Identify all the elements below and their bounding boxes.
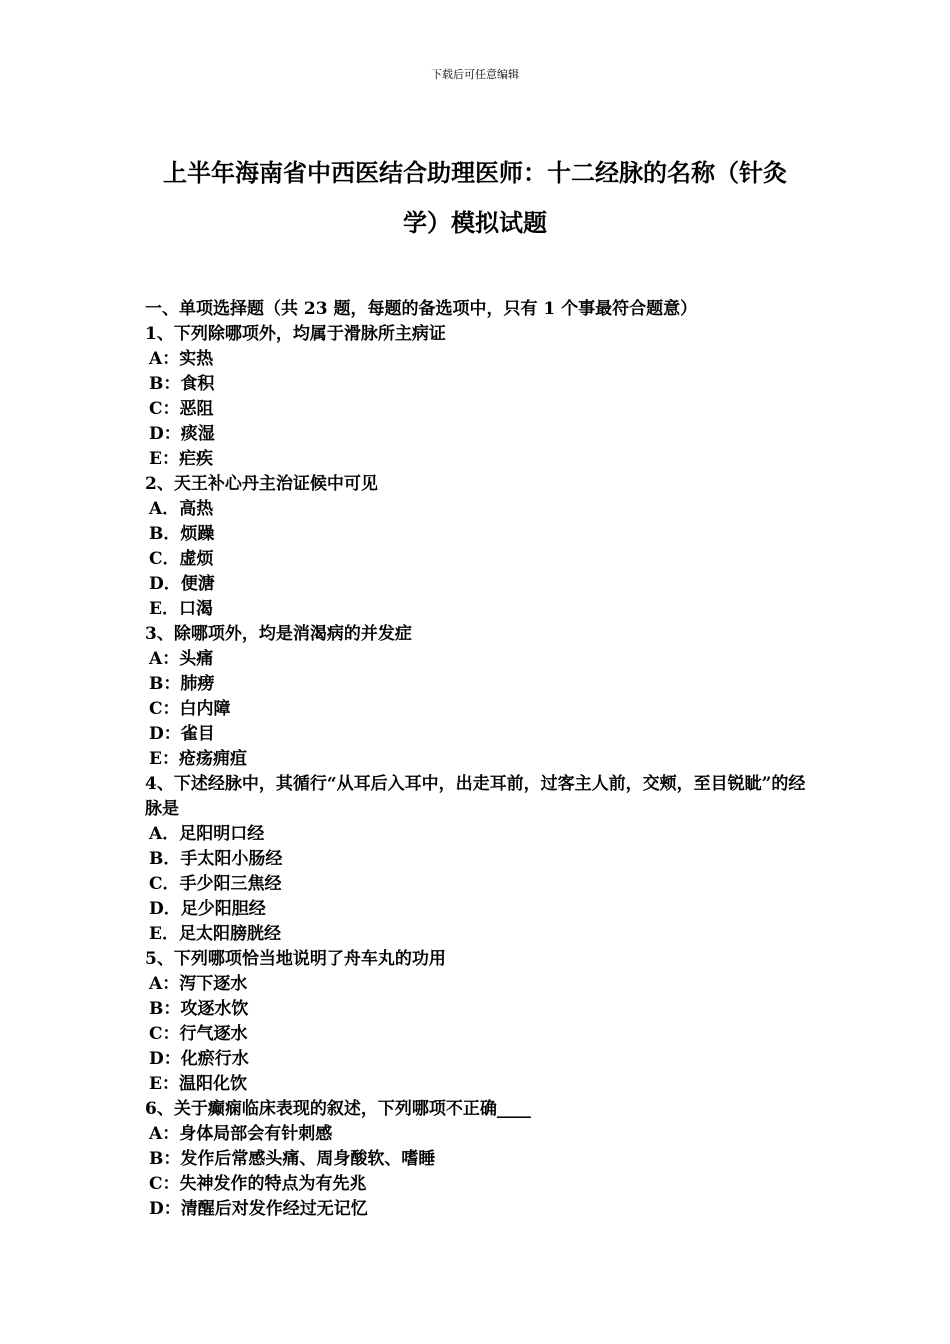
option-e: E：疟疾 bbox=[149, 449, 213, 469]
question-stem: 2、天王补心丹主治证候中可见 bbox=[145, 474, 378, 494]
option-b: B：攻逐水饮 bbox=[149, 999, 249, 1019]
option-e: E．足太阳膀胱经 bbox=[149, 924, 281, 944]
question-3 bbox=[145, 622, 810, 772]
section-heading: 一、单项选择题（共 23 题，每题的备选项中，只有 1 个事最符合题意） bbox=[145, 299, 698, 319]
option-e: E：疮疡痈疽 bbox=[149, 749, 247, 769]
option-b: B：肺痨 bbox=[149, 674, 215, 694]
option-d: D：痰湿 bbox=[149, 424, 215, 444]
question-4 bbox=[145, 772, 810, 947]
option-c: C：白内障 bbox=[149, 699, 231, 719]
option-b: B．烦躁 bbox=[149, 524, 215, 544]
option-d: D．便溏 bbox=[149, 574, 215, 594]
option-d: D：化瘀行水 bbox=[149, 1049, 249, 1069]
option-c: C：恶阻 bbox=[149, 399, 214, 419]
option-b: B：食积 bbox=[149, 374, 215, 394]
option-c: C．虚烦 bbox=[149, 549, 214, 569]
question-2 bbox=[145, 472, 810, 622]
option-d: D．足少阳胆经 bbox=[149, 899, 266, 919]
question-6 bbox=[145, 1097, 810, 1222]
option-a: A：头痛 bbox=[149, 649, 214, 669]
question-stem: 5、下列哪项恰当地说明了舟车丸的功用 bbox=[145, 949, 446, 969]
option-c: C：失神发作的特点为有先兆 bbox=[149, 1174, 367, 1194]
option-a: A：泻下逐水 bbox=[149, 974, 248, 994]
option-a: A：实热 bbox=[149, 349, 214, 369]
exam-body bbox=[145, 297, 810, 1222]
question-stem: 1、下列除哪项外，均属于滑脉所主病证 bbox=[145, 324, 446, 344]
question-5 bbox=[145, 947, 810, 1097]
header-note: 下载后可任意编辑 bbox=[431, 68, 519, 81]
option-e: E．口渴 bbox=[149, 599, 213, 619]
option-a: A．高热 bbox=[149, 499, 214, 519]
question-stem: 6、关于癫痫临床表现的叙述，下列哪项不正确____ bbox=[145, 1099, 531, 1119]
document-title: 上半年海南省中西医结合助理医师：十二经脉的名称（针灸学）模拟试题 bbox=[163, 158, 787, 237]
option-c: C：行气逐水 bbox=[149, 1024, 248, 1044]
question-stem: 4、下述经脉中，其循行“从耳后入耳中，出走耳前，过客主人前，交颊，至目锐眦”的经脉是 bbox=[145, 774, 806, 819]
option-d: D：清醒后对发作经过无记忆 bbox=[149, 1199, 368, 1219]
option-d: D：雀目 bbox=[149, 724, 215, 744]
option-a: A：身体局部会有针刺感 bbox=[149, 1124, 333, 1144]
option-e: E：温阳化饮 bbox=[149, 1074, 247, 1094]
option-b: B．手太阳小肠经 bbox=[149, 849, 283, 869]
question-1 bbox=[145, 322, 810, 472]
option-c: C．手少阳三焦经 bbox=[149, 874, 282, 894]
option-a: A．足阳明口经 bbox=[149, 824, 265, 844]
option-b: B：发作后常感头痛、周身酸软、嗜睡 bbox=[149, 1149, 436, 1169]
question-stem: 3、除哪项外，均是消渴病的并发症 bbox=[145, 624, 412, 644]
